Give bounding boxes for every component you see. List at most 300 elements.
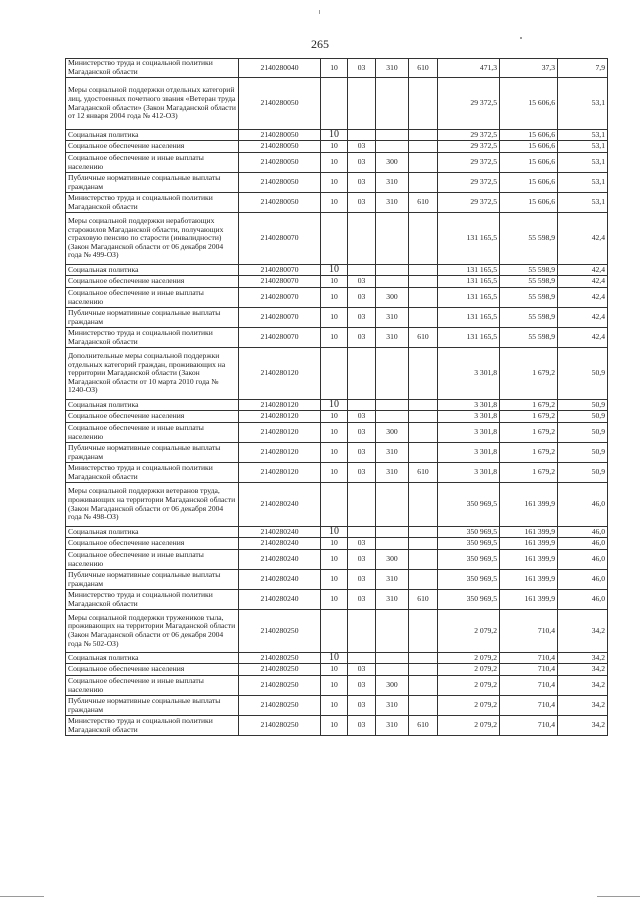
table-row xyxy=(66,265,608,276)
cell-v2: 55 598,9 xyxy=(500,328,558,348)
cell-c1: 10 xyxy=(321,308,348,328)
cell-name: Социальная политика xyxy=(66,527,239,538)
cell-c3: 300 xyxy=(376,550,409,570)
cell-c4 xyxy=(409,288,438,308)
cell-c2: 03 xyxy=(348,676,376,696)
cell-v1: 3 301,8 xyxy=(438,400,500,411)
table-row xyxy=(66,173,608,193)
table-row xyxy=(66,570,608,590)
cell-v1: 131 165,5 xyxy=(438,288,500,308)
cell-c1: 10 xyxy=(321,570,348,590)
cell-code: 2140280120 xyxy=(239,463,321,483)
cell-v3: 34,2 xyxy=(558,716,608,736)
cell-c4 xyxy=(409,153,438,173)
cell-c3: 310 xyxy=(376,590,409,610)
cell-c2: 03 xyxy=(348,423,376,443)
cell-c4 xyxy=(409,400,438,411)
cell-c4 xyxy=(409,308,438,328)
cell-name: Меры социальной поддержки тружеников тыла, проживающих на территории Магаданской области (Закон Магаданской области от 06 декабря 2004 года № 502-ОЗ) xyxy=(66,610,239,653)
cell-c1: 10 xyxy=(321,527,348,538)
cell-name: Меры социальной поддержки отдельных категорий лиц, удостоенных почетного звания «Ветеран труда Магаданской области» (Закон Магаданской области от 12 января 2004 года № 412-ОЗ) xyxy=(66,78,239,130)
cell-v3: 53,1 xyxy=(558,130,608,141)
cell-c3: 310 xyxy=(376,308,409,328)
cell-c4 xyxy=(409,653,438,664)
cell-c4: 610 xyxy=(409,716,438,736)
cell-v2: 161 399,9 xyxy=(500,550,558,570)
table-row xyxy=(66,483,608,527)
cell-c1: 10 xyxy=(321,193,348,213)
scan-mark xyxy=(597,896,640,897)
cell-c1: 10 xyxy=(321,276,348,288)
cell-code: 2140280250 xyxy=(239,716,321,736)
cell-c1: 10 xyxy=(321,141,348,153)
cell-name: Министерство труда и социальной политики Магаданской области xyxy=(66,328,239,348)
cell-v3: 53,1 xyxy=(558,78,608,130)
cell-v1: 350 969,5 xyxy=(438,550,500,570)
cell-v3: 46,0 xyxy=(558,570,608,590)
cell-name: Социальное обеспечение и иные выплаты населению xyxy=(66,423,239,443)
cell-code: 2140280070 xyxy=(239,213,321,265)
cell-v2: 710,4 xyxy=(500,696,558,716)
cell-code: 2140280240 xyxy=(239,538,321,550)
cell-v2: 161 399,9 xyxy=(500,527,558,538)
cell-c2: 03 xyxy=(348,308,376,328)
cell-c2 xyxy=(348,400,376,411)
table-row xyxy=(66,411,608,423)
cell-c1: 10 xyxy=(321,265,348,276)
cell-name: Министерство труда и социальной политики Магаданской области xyxy=(66,463,239,483)
table-row xyxy=(66,538,608,550)
cell-v2: 161 399,9 xyxy=(500,483,558,527)
cell-v3: 42,4 xyxy=(558,276,608,288)
cell-c3: 300 xyxy=(376,676,409,696)
cell-v1: 350 969,5 xyxy=(438,570,500,590)
cell-v2: 37,3 xyxy=(500,59,558,78)
cell-c1: 10 xyxy=(321,696,348,716)
cell-code: 2140280070 xyxy=(239,288,321,308)
cell-c1: 10 xyxy=(321,400,348,411)
cell-c1: 10 xyxy=(321,423,348,443)
cell-c4 xyxy=(409,276,438,288)
table-row xyxy=(66,59,608,78)
table-row xyxy=(66,463,608,483)
cell-v2: 161 399,9 xyxy=(500,538,558,550)
cell-c2: 03 xyxy=(348,193,376,213)
cell-c1: 10 xyxy=(321,411,348,423)
table-row xyxy=(66,610,608,653)
cell-v1: 3 301,8 xyxy=(438,348,500,400)
table-row xyxy=(66,400,608,411)
cell-v1: 3 301,8 xyxy=(438,423,500,443)
cell-c2: 03 xyxy=(348,550,376,570)
cell-c3: 310 xyxy=(376,463,409,483)
cell-v2: 1 679,2 xyxy=(500,400,558,411)
cell-code: 2140280250 xyxy=(239,610,321,653)
cell-v3: 53,1 xyxy=(558,193,608,213)
cell-c3: 310 xyxy=(376,173,409,193)
cell-c3 xyxy=(376,141,409,153)
cell-v1: 2 079,2 xyxy=(438,676,500,696)
cell-v1: 131 165,5 xyxy=(438,328,500,348)
cell-c3: 310 xyxy=(376,716,409,736)
cell-c3 xyxy=(376,411,409,423)
cell-name: Социальная политика xyxy=(66,130,239,141)
cell-name: Министерство труда и социальной политики Магаданской области xyxy=(66,59,239,78)
cell-c4 xyxy=(409,538,438,550)
cell-c2: 03 xyxy=(348,328,376,348)
cell-c1 xyxy=(321,483,348,527)
cell-v1: 3 301,8 xyxy=(438,463,500,483)
cell-c3 xyxy=(376,348,409,400)
cell-v2: 1 679,2 xyxy=(500,423,558,443)
cell-v2: 710,4 xyxy=(500,610,558,653)
cell-c1: 10 xyxy=(321,463,348,483)
cell-code: 2140280240 xyxy=(239,527,321,538)
cell-c2 xyxy=(348,130,376,141)
cell-c4: 610 xyxy=(409,328,438,348)
cell-c3 xyxy=(376,664,409,676)
cell-c2: 03 xyxy=(348,288,376,308)
table-row xyxy=(66,308,608,328)
cell-v1: 29 372,5 xyxy=(438,193,500,213)
cell-code: 2140280250 xyxy=(239,653,321,664)
cell-v3: 50,9 xyxy=(558,423,608,443)
cell-c1 xyxy=(321,213,348,265)
cell-v3: 34,2 xyxy=(558,676,608,696)
cell-name: Министерство труда и социальной политики Магаданской области xyxy=(66,716,239,736)
table-row xyxy=(66,328,608,348)
table-row xyxy=(66,141,608,153)
cell-v2: 15 606,6 xyxy=(500,78,558,130)
cell-c3: 300 xyxy=(376,153,409,173)
cell-code: 2140280120 xyxy=(239,423,321,443)
cell-name: Публичные нормативные социальные выплаты гражданам xyxy=(66,308,239,328)
cell-name: Министерство труда и социальной политики Магаданской области xyxy=(66,193,239,213)
cell-c1: 10 xyxy=(321,716,348,736)
cell-c1: 10 xyxy=(321,538,348,550)
cell-v1: 29 372,5 xyxy=(438,78,500,130)
cell-name: Публичные нормативные социальные выплаты гражданам xyxy=(66,570,239,590)
cell-v3: 42,4 xyxy=(558,288,608,308)
table-row xyxy=(66,78,608,130)
cell-v1: 2 079,2 xyxy=(438,653,500,664)
cell-c2: 03 xyxy=(348,411,376,423)
scan-mark xyxy=(319,10,320,14)
cell-v3: 53,1 xyxy=(558,141,608,153)
cell-v2: 710,4 xyxy=(500,653,558,664)
cell-code: 2140280070 xyxy=(239,328,321,348)
cell-c1: 10 xyxy=(321,653,348,664)
cell-name: Социальное обеспечение населения xyxy=(66,538,239,550)
cell-c1: 10 xyxy=(321,173,348,193)
cell-v1: 131 165,5 xyxy=(438,265,500,276)
cell-c2: 03 xyxy=(348,570,376,590)
cell-c1: 10 xyxy=(321,288,348,308)
table-row xyxy=(66,653,608,664)
cell-v2: 55 598,9 xyxy=(500,265,558,276)
cell-c3: 310 xyxy=(376,696,409,716)
cell-v3: 50,9 xyxy=(558,348,608,400)
cell-c3 xyxy=(376,527,409,538)
cell-c2: 03 xyxy=(348,664,376,676)
cell-c1: 10 xyxy=(321,328,348,348)
cell-c2 xyxy=(348,265,376,276)
cell-code: 2140280120 xyxy=(239,411,321,423)
cell-v1: 131 165,5 xyxy=(438,276,500,288)
cell-v1: 2 079,2 xyxy=(438,696,500,716)
cell-name: Социальное обеспечение населения xyxy=(66,276,239,288)
cell-c4 xyxy=(409,570,438,590)
cell-c3 xyxy=(376,400,409,411)
cell-name: Социальное обеспечение населения xyxy=(66,411,239,423)
cell-c1: 10 xyxy=(321,153,348,173)
cell-v3: 46,0 xyxy=(558,590,608,610)
cell-name: Меры социальной поддержки ветеранов труда, проживающих на территории Магаданской области (Закон Магаданской области от 06 декабря 2004 года № 498-ОЗ) xyxy=(66,483,239,527)
cell-c4 xyxy=(409,213,438,265)
cell-name: Социальная политика xyxy=(66,265,239,276)
cell-c4 xyxy=(409,696,438,716)
cell-c2: 03 xyxy=(348,141,376,153)
cell-v2: 55 598,9 xyxy=(500,308,558,328)
cell-c4 xyxy=(409,78,438,130)
cell-code: 2140280240 xyxy=(239,570,321,590)
table-row xyxy=(66,130,608,141)
cell-c1: 10 xyxy=(321,550,348,570)
cell-c2 xyxy=(348,213,376,265)
cell-c4 xyxy=(409,141,438,153)
cell-v1: 29 372,5 xyxy=(438,173,500,193)
cell-v1: 29 372,5 xyxy=(438,130,500,141)
cell-code: 2140280070 xyxy=(239,308,321,328)
cell-c1 xyxy=(321,78,348,130)
cell-v3: 50,9 xyxy=(558,443,608,463)
cell-v3: 34,2 xyxy=(558,610,608,653)
cell-c4 xyxy=(409,265,438,276)
cell-name: Социальное обеспечение и иные выплаты населению xyxy=(66,550,239,570)
cell-v3: 42,4 xyxy=(558,328,608,348)
cell-name: Социальное обеспечение и иные выплаты населению xyxy=(66,288,239,308)
cell-v3: 53,1 xyxy=(558,173,608,193)
cell-c3: 310 xyxy=(376,59,409,78)
cell-c2: 03 xyxy=(348,696,376,716)
cell-c3 xyxy=(376,78,409,130)
cell-v2: 15 606,6 xyxy=(500,130,558,141)
cell-code: 2140280040 xyxy=(239,59,321,78)
cell-v1: 131 165,5 xyxy=(438,213,500,265)
cell-v1: 29 372,5 xyxy=(438,141,500,153)
cell-code: 2140280250 xyxy=(239,696,321,716)
cell-c3 xyxy=(376,213,409,265)
table-row xyxy=(66,213,608,265)
cell-v2: 710,4 xyxy=(500,664,558,676)
cell-c3: 310 xyxy=(376,570,409,590)
cell-c3 xyxy=(376,276,409,288)
cell-c2 xyxy=(348,78,376,130)
cell-name: Дополнительные меры социальной поддержки отдельных категорий граждан, проживающих на территории Магаданской области (Закон Магаданской области от 10 марта 2010 года № 1240-ОЗ) xyxy=(66,348,239,400)
cell-c3: 310 xyxy=(376,328,409,348)
table-row xyxy=(66,153,608,173)
cell-c4 xyxy=(409,610,438,653)
cell-c2: 03 xyxy=(348,173,376,193)
cell-v3: 34,2 xyxy=(558,696,608,716)
cell-v2: 1 679,2 xyxy=(500,443,558,463)
scan-mark xyxy=(520,37,522,39)
cell-c4 xyxy=(409,550,438,570)
cell-name: Социальное обеспечение и иные выплаты населению xyxy=(66,153,239,173)
table-row xyxy=(66,527,608,538)
cell-code: 2140280050 xyxy=(239,153,321,173)
cell-v2: 15 606,6 xyxy=(500,173,558,193)
cell-c3 xyxy=(376,483,409,527)
cell-c1 xyxy=(321,610,348,653)
cell-c2 xyxy=(348,610,376,653)
cell-v3: 53,1 xyxy=(558,153,608,173)
cell-c2: 03 xyxy=(348,59,376,78)
cell-code: 2140280070 xyxy=(239,265,321,276)
table-row xyxy=(66,676,608,696)
cell-v2: 710,4 xyxy=(500,716,558,736)
cell-c3 xyxy=(376,653,409,664)
cell-v3: 46,0 xyxy=(558,550,608,570)
cell-v1: 29 372,5 xyxy=(438,153,500,173)
cell-c3: 300 xyxy=(376,288,409,308)
cell-name: Социальное обеспечение и иные выплаты населению xyxy=(66,676,239,696)
cell-v1: 350 969,5 xyxy=(438,527,500,538)
cell-c4: 610 xyxy=(409,590,438,610)
cell-code: 2140280250 xyxy=(239,664,321,676)
cell-c3: 310 xyxy=(376,193,409,213)
table-row xyxy=(66,550,608,570)
cell-v1: 350 969,5 xyxy=(438,590,500,610)
cell-c4: 610 xyxy=(409,59,438,78)
cell-name: Социальная политика xyxy=(66,400,239,411)
cell-c2: 03 xyxy=(348,538,376,550)
cell-v2: 1 679,2 xyxy=(500,463,558,483)
table-row xyxy=(66,696,608,716)
cell-c2: 03 xyxy=(348,590,376,610)
cell-v1: 350 969,5 xyxy=(438,483,500,527)
cell-code: 2140280070 xyxy=(239,276,321,288)
cell-c4: 610 xyxy=(409,193,438,213)
cell-v2: 1 679,2 xyxy=(500,348,558,400)
cell-v2: 1 679,2 xyxy=(500,411,558,423)
cell-v1: 2 079,2 xyxy=(438,664,500,676)
cell-v2: 161 399,9 xyxy=(500,570,558,590)
cell-name: Социальное обеспечение населения xyxy=(66,664,239,676)
cell-c3 xyxy=(376,130,409,141)
cell-c4 xyxy=(409,483,438,527)
cell-code: 2140280050 xyxy=(239,141,321,153)
cell-code: 2140280050 xyxy=(239,78,321,130)
cell-c1: 10 xyxy=(321,664,348,676)
cell-c4: 610 xyxy=(409,463,438,483)
cell-c1: 10 xyxy=(321,590,348,610)
cell-c2 xyxy=(348,483,376,527)
cell-c3: 300 xyxy=(376,423,409,443)
cell-c2: 03 xyxy=(348,443,376,463)
table-row xyxy=(66,348,608,400)
cell-name: Публичные нормативные социальные выплаты гражданам xyxy=(66,443,239,463)
table-row xyxy=(66,590,608,610)
cell-c4 xyxy=(409,527,438,538)
cell-c4 xyxy=(409,348,438,400)
cell-c4 xyxy=(409,423,438,443)
cell-c1: 10 xyxy=(321,59,348,78)
cell-c4 xyxy=(409,411,438,423)
cell-v1: 3 301,8 xyxy=(438,443,500,463)
cell-c4 xyxy=(409,676,438,696)
cell-v2: 55 598,9 xyxy=(500,288,558,308)
cell-v3: 50,9 xyxy=(558,400,608,411)
cell-c1: 10 xyxy=(321,130,348,141)
cell-code: 2140280050 xyxy=(239,193,321,213)
cell-v3: 42,4 xyxy=(558,213,608,265)
cell-code: 2140280050 xyxy=(239,173,321,193)
cell-code: 2140280120 xyxy=(239,400,321,411)
cell-c4 xyxy=(409,443,438,463)
cell-v3: 34,2 xyxy=(558,664,608,676)
cell-v1: 131 165,5 xyxy=(438,308,500,328)
cell-name: Социальная политика xyxy=(66,653,239,664)
budget-table xyxy=(65,58,608,736)
cell-code: 2140280250 xyxy=(239,676,321,696)
cell-c2: 03 xyxy=(348,276,376,288)
cell-v2: 55 598,9 xyxy=(500,213,558,265)
cell-v2: 55 598,9 xyxy=(500,276,558,288)
cell-v2: 161 399,9 xyxy=(500,590,558,610)
cell-name: Министерство труда и социальной политики Магаданской области xyxy=(66,590,239,610)
page-number: 265 xyxy=(311,37,329,51)
cell-v3: 34,2 xyxy=(558,653,608,664)
cell-c2 xyxy=(348,653,376,664)
cell-v1: 471,3 xyxy=(438,59,500,78)
cell-c4 xyxy=(409,130,438,141)
cell-c3 xyxy=(376,265,409,276)
cell-c1 xyxy=(321,348,348,400)
cell-v3: 50,9 xyxy=(558,411,608,423)
table-row xyxy=(66,193,608,213)
cell-c3: 310 xyxy=(376,443,409,463)
scan-mark xyxy=(0,896,44,897)
table-row xyxy=(66,288,608,308)
table-row xyxy=(66,716,608,736)
cell-c3 xyxy=(376,610,409,653)
cell-v1: 2 079,2 xyxy=(438,610,500,653)
cell-v2: 15 606,6 xyxy=(500,153,558,173)
cell-code: 2140280120 xyxy=(239,348,321,400)
cell-c2: 03 xyxy=(348,463,376,483)
cell-v3: 50,9 xyxy=(558,463,608,483)
cell-v3: 46,0 xyxy=(558,538,608,550)
cell-name: Социальное обеспечение населения xyxy=(66,141,239,153)
cell-c2 xyxy=(348,527,376,538)
cell-v2: 15 606,6 xyxy=(500,141,558,153)
cell-v3: 46,0 xyxy=(558,527,608,538)
cell-c1: 10 xyxy=(321,443,348,463)
cell-v3: 42,4 xyxy=(558,308,608,328)
cell-v3: 46,0 xyxy=(558,483,608,527)
cell-code: 2140280120 xyxy=(239,443,321,463)
table-row xyxy=(66,664,608,676)
cell-code: 2140280050 xyxy=(239,130,321,141)
cell-v1: 350 969,5 xyxy=(438,538,500,550)
cell-v1: 3 301,8 xyxy=(438,411,500,423)
cell-v2: 15 606,6 xyxy=(500,193,558,213)
cell-c4 xyxy=(409,173,438,193)
cell-name: Публичные нормативные социальные выплаты гражданам xyxy=(66,173,239,193)
table-body xyxy=(66,59,608,736)
cell-code: 2140280240 xyxy=(239,550,321,570)
